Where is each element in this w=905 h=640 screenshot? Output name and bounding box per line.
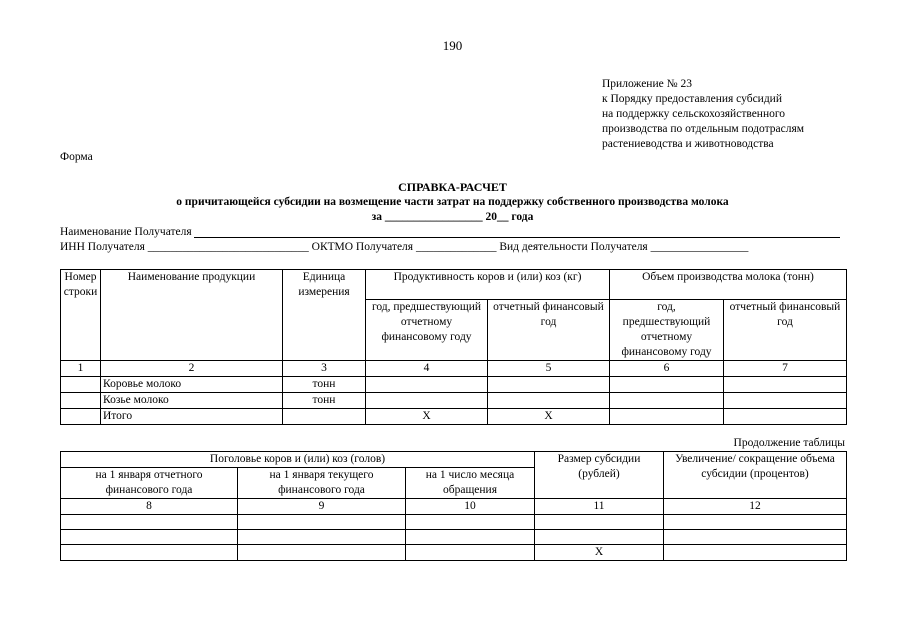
row-number-cell[interactable] [61,393,101,409]
column-number: 2 [101,361,283,377]
column-number: 7 [724,361,847,377]
row-number-cell[interactable] [61,377,101,393]
column-number-row [61,361,847,377]
data-cell[interactable] [406,545,535,561]
column-number: 3 [283,361,366,377]
reporting-period: за _________________ 20__ года [371,211,534,223]
header-month-first: на 1 число месяца обращения [406,468,535,499]
header-subsidy-change: Увеличение/ сокращение объема субсидии (процентов) [664,452,847,499]
data-cell[interactable] [238,515,406,530]
unit-cell: тонн [283,377,366,393]
appendix-line: к Порядку предоставления субсидий [602,93,782,105]
data-cell[interactable] [610,377,724,393]
data-cell[interactable] [61,545,238,561]
header-unit: Единица измерения [283,270,366,361]
table-row-total [61,545,847,561]
unit-cell: тонн [283,393,366,409]
product-name-cell: Итого [101,409,283,425]
unit-cell [283,409,366,425]
appendix-line: производства по отдельным подотраслям [602,123,805,135]
recipient-name-field[interactable] [60,226,840,238]
data-cell[interactable] [488,377,610,393]
header-prev-year: год, предшествующий отчетному финансовому году [366,300,488,361]
table-row [61,515,847,530]
data-cell[interactable] [406,515,535,530]
data-cell[interactable] [61,515,238,530]
data-cell[interactable] [724,377,847,393]
header-productivity: Продуктивность коров и (или) коз (кг) [366,270,610,300]
column-number: 8 [61,499,238,515]
form-label: Форма [60,151,93,163]
cross-mark-cell: Х [366,409,488,425]
data-cell[interactable] [406,530,535,545]
header-report-year: отчетный финансовый год [488,300,610,361]
column-number: 1 [61,361,101,377]
continuation-label: Продолжение таблицы [733,437,845,449]
column-number-row [61,499,847,515]
appendix-line: растениеводства и животноводства [602,138,774,150]
data-cell[interactable] [610,393,724,409]
data-cell[interactable] [724,409,847,425]
data-cell[interactable] [664,530,847,545]
table-row-total [61,409,847,425]
appendix-block [602,77,804,152]
appendix-line: на поддержку сельскохозяйственного [602,108,786,120]
recipient-name-label: Наименование Получателя [60,226,192,238]
header-milk-volume: Объем производства молока (тонн) [610,270,847,300]
column-number: 10 [406,499,535,515]
recipient-name-blank[interactable] [194,226,840,238]
continuation-table [60,451,847,561]
table-row [61,530,847,545]
header-product-name: Наименование продукции [101,270,283,361]
appendix-line: Приложение № 23 [602,78,692,90]
data-cell[interactable] [664,545,847,561]
data-cell[interactable] [366,393,488,409]
row-number-cell[interactable] [61,409,101,425]
data-cell[interactable] [488,393,610,409]
calculation-table [60,269,847,425]
data-cell[interactable] [238,545,406,561]
page-number: 190 [442,38,463,53]
table-row [61,393,847,409]
cross-mark-cell: Х [535,545,664,561]
header-prev-year: год, предшествующий отчетному финансовому году [610,300,724,361]
column-number: 12 [664,499,847,515]
document-title: СПРАВКА-РАСЧЕТ [398,180,507,194]
document-subtitle: о причитающейся субсидии на возмещение части затрат на поддержку собственного производства молока [176,196,729,208]
data-cell[interactable] [238,530,406,545]
column-number: 11 [535,499,664,515]
data-cell[interactable] [535,515,664,530]
data-cell[interactable] [724,393,847,409]
header-jan1-report-year: на 1 января отчетного финансового года [61,468,238,499]
header-report-year: отчетный финансовый год [724,300,847,361]
product-name-cell: Козье молоко [101,393,283,409]
data-cell[interactable] [610,409,724,425]
data-cell[interactable] [664,515,847,530]
product-name-cell: Коровье молоко [101,377,283,393]
data-cell[interactable] [366,377,488,393]
header-livestock: Поголовье коров и (или) коз (голов) [61,452,535,468]
column-number: 6 [610,361,724,377]
column-number: 5 [488,361,610,377]
column-number: 9 [238,499,406,515]
header-subsidy-size: Размер субсидии (рублей) [535,452,664,499]
data-cell[interactable] [61,530,238,545]
data-cell[interactable] [535,530,664,545]
cross-mark-cell: Х [488,409,610,425]
table-row [61,377,847,393]
header-row-number: Номер строки [61,270,101,361]
header-jan1-current-year: на 1 января текущего финансового года [238,468,406,499]
column-number: 4 [366,361,488,377]
inn-oktmo-line[interactable]: ИНН Получателя ____________________________ ОКТМО Получателя ______________ Вид деятельности Получателя _________________ [60,241,749,253]
